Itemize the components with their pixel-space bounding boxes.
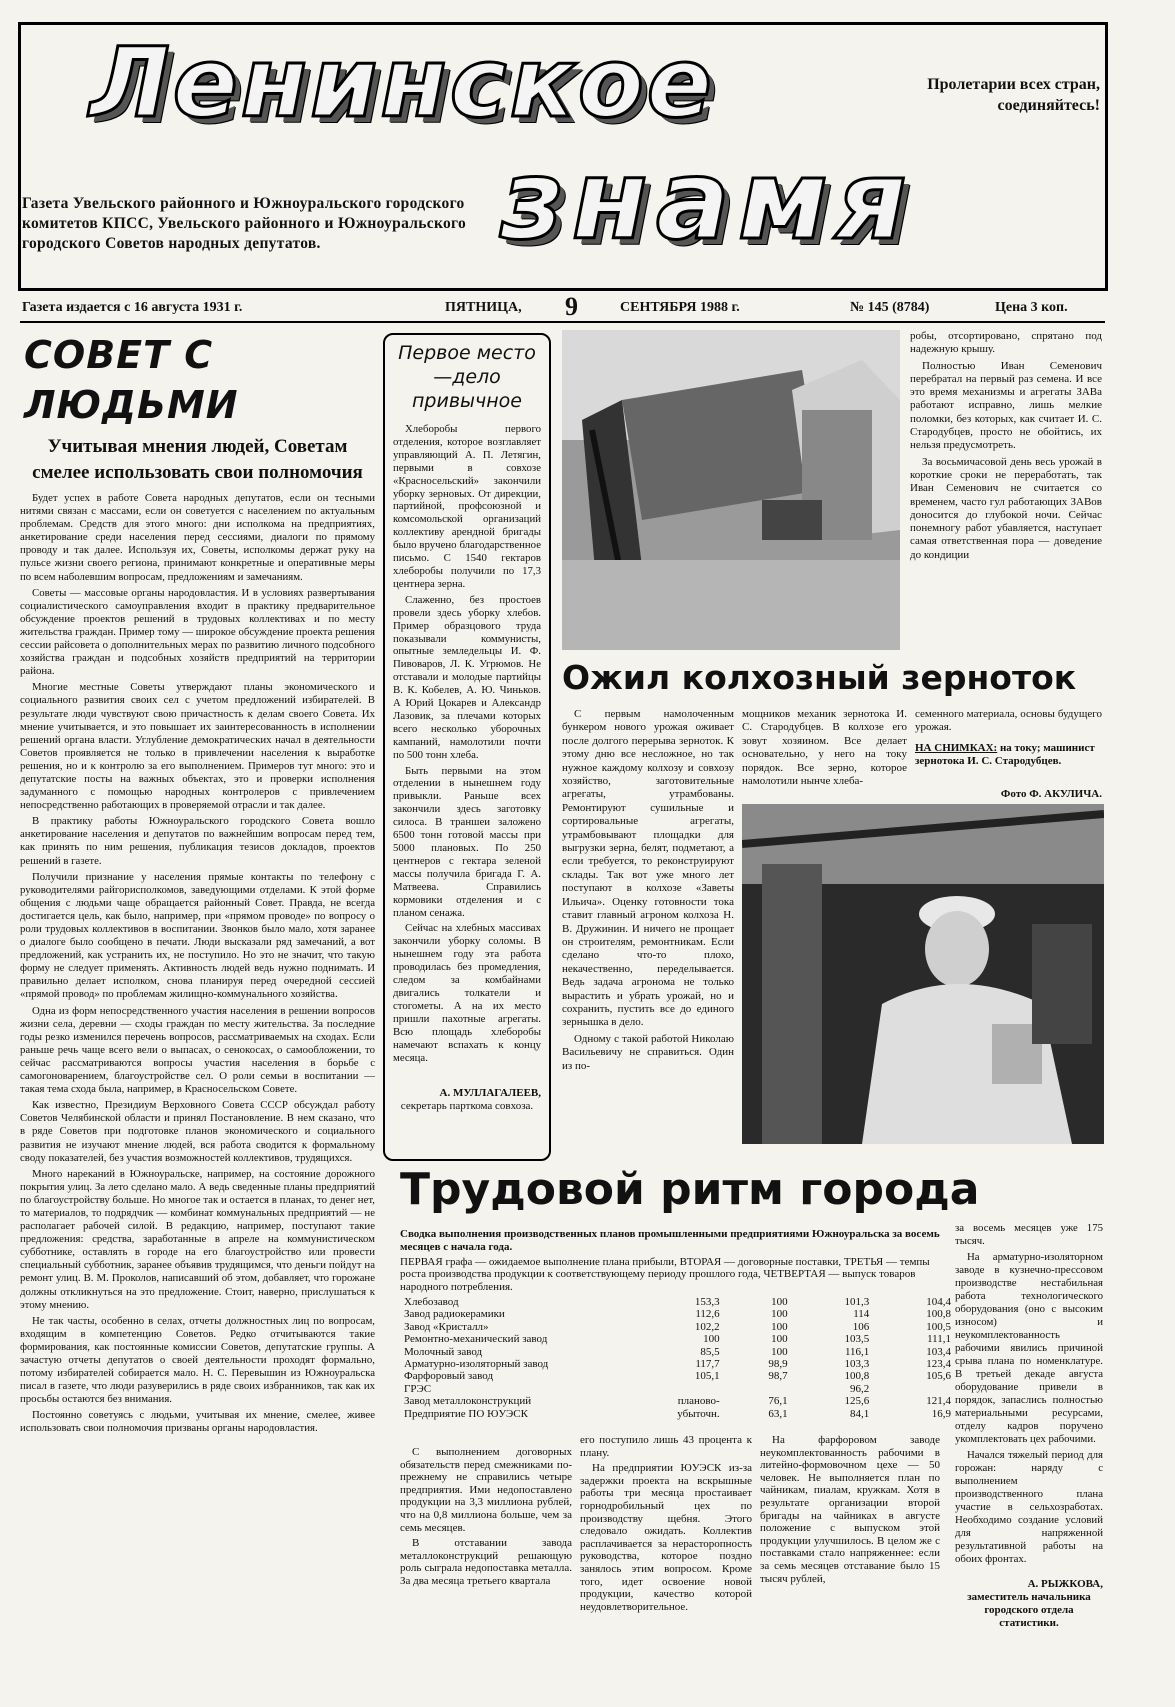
paragraph: На арматурно-изоляторном заводе в кузнечно-прессовом производстве нестабильная работа технологического оборудования (оно с высоким износом) и неукомплектованность рабочими явились причиной срыва плана по номенклатуре. В третьей декаде августа оборудование привели в порядок, запаслись полностью материальными ресурсами, отделу кадров поручено укомплектовать цех рабочими. — [955, 1251, 1103, 1445]
issue-price: Цена 3 коп. — [995, 300, 1068, 315]
article-ritm-signature-name: А. РЫЖКОВА, — [1027, 1578, 1103, 1590]
issue-month-year: СЕНТЯБРЯ 1988 г. — [620, 300, 740, 315]
table-row — [400, 1370, 955, 1382]
article-sovet-title: СОВЕТ С ЛЮДЬМИ — [24, 333, 239, 427]
table-cell-value: 153,3 — [694, 1296, 720, 1308]
table-cell-enterprise: ГРЭС — [404, 1382, 432, 1395]
table-cell-value: 125,6 — [844, 1395, 870, 1408]
table-cell-value: 103,5 — [844, 1333, 870, 1346]
paragraph: Постоянно советуясь с людьми, учитывая их мнение, смелее, живее использовать свои полномочия призваны органы народовластия. — [20, 1409, 375, 1435]
table-cell-value: 114 — [853, 1308, 870, 1321]
paragraph: Одному с такой работой Николаю Васильевичу не справиться. Один из по- — [562, 1032, 734, 1072]
table-cell-value: 103,3 — [844, 1358, 870, 1371]
table-cell-value: 100,8 — [844, 1370, 870, 1383]
table-cell-value: 98,7 — [768, 1370, 788, 1383]
masthead-bottom-rule — [18, 288, 1108, 291]
masthead-right-rule — [1105, 22, 1108, 290]
paragraph: мощников механик зернотока И. С. Стародубцев. В колхозе его зовут хозяином. Все делает основательно, у него на току порядок. Все зерно, которое намолотили нынче хлеба- — [742, 708, 907, 788]
paragraph: Слаженно, без простоев провели здесь уборку хлебов. Пример образцового труда показывали коммунисты, опытные земледельцы И. Ф. Пивоваров, Л. К. Угрюмов. Не отставали и молодые партийцы В. К. Кобелев, А. Ю. Чиньков. А Юрий Цокарев и Александр Лазовик, за плечами которых всего несколько уборочных кампаний, намолотили почти по 500 тонн хлеба. — [393, 593, 541, 761]
article-sovet — [20, 330, 375, 1640]
article-pervoe-title-3: привычное — [412, 390, 522, 412]
table-cell-enterprise: Хлебозавод — [404, 1296, 459, 1308]
table-cell-value: 103,4 — [926, 1345, 951, 1358]
table-cell-enterprise: Предприятие ПО ЮУЭСК — [404, 1407, 528, 1420]
slogan — [880, 74, 1100, 116]
photo-mechanic-image — [742, 804, 1104, 1144]
article-zernotok-col3 — [915, 708, 1102, 738]
stats-table — [400, 1296, 955, 1420]
article-ritm-col-b — [580, 1434, 752, 1642]
paragraph: Как известно, Президиум Верховного Совета СССР обсуждал работу Советов Челябинской области и принял Постановление. В нем сказано, что в ряде Советов при подготовке планов экономического и социального развития не изучают мнение людей, вся работа сводится к формальному своду показателей, без участия возможностей коллективов, трудящихся. — [20, 1099, 375, 1164]
paragraph: Быть первыми на этом отделении в нынешнем году привыкли. Раньше всех закончили здесь заготовку силоса. В траншеи заложено 6500 тонн готовой массы при 5000 плановых. По 250 центнеров с гектара зеленой массы получила бригада Г. А. Матвеева. Справились кормовики отделения и с планом сенажа. — [393, 764, 541, 919]
paragraph: Много нареканий в Южноуральске, например, на состояние дорожного покрытия улиц. За лето сделано мало. А ведь сведенные планы предприятий по благоустройству больше. Но многое так и остается в планах, то денег нет, то материалов, то подрядчик — комбинат коммунальных предприятий — не располагает рабочей силой. В редакцию, например, поступают такие предложения: средства, заработанные в апреле на коммунистическом субботнике, оставлять в городе на его благоустройство или провести специальный субботник, заранее объявив трудящимся, что деньги пойдут на ремонт улиц. В. М. Проколов, написавший об этом, добавляет, что горожане должны откликнуться на это предложение. Стоит, наверно, прислушаться к этому мнению. — [20, 1167, 375, 1311]
issue-info-line — [20, 292, 1102, 321]
masthead-left-rule — [18, 22, 21, 290]
table-cell-enterprise: Завод радиокерамики — [404, 1308, 505, 1321]
table-row — [400, 1408, 955, 1420]
table-cell-enterprise: Фарфоровый завод — [404, 1370, 494, 1383]
article-sovet-subtitle-2: смелее использовать свои полномочия — [32, 462, 363, 483]
paragraph: Советы — массовые органы народовластия. И в условиях развертывания социалистического самоуправления входит в практику предварительное обсуждение проектов решений в трудовых коллективах и по месту жительства граждан. Пример тому — широкое обсуждение проекта решения сессии райсовета о дополнительных мерах по развитию личного подсобного хозяйства граждан и подсобных хозяйств предприятий на территории района. — [20, 586, 375, 678]
paragraph: В практику работы Южноуральского городского Совета вошло анкетирование населения и депутатов по важнейшим вопросам перед тем, как принять по ним решения, публикация тезисов докладов, проектов решений в газете. — [20, 815, 375, 867]
table-cell-enterprise: Завод металлоконструкций — [404, 1395, 532, 1408]
table-row — [400, 1346, 955, 1358]
masthead-title-line2: знамя — [500, 136, 915, 264]
article-zernotok-title: Ожил колхозный зерноток — [562, 658, 1077, 697]
paragraph: за восемь месяцев уже 175 тысяч. — [955, 1222, 1103, 1247]
table-cell-value: 111,1 — [927, 1333, 951, 1346]
paragraph: За восьмичасовой день весь урожай в короткие сроки не переработать, так Иван Семенович не считается со временем, часто гул работающих ЗАВов доносится до глубокой ночи. Сейчас понемногу работ убавляется, наступает самая ответственная пора — доведение до кондиции — [910, 455, 1102, 561]
table-cell-enterprise: Ремонтно-механический завод — [404, 1333, 548, 1346]
issue-day: 9 — [565, 292, 578, 321]
table-row — [400, 1333, 955, 1345]
table-cell-value: 100,5 — [926, 1320, 951, 1333]
table-cell-value: 84,1 — [850, 1407, 870, 1420]
table-cell-value: 100 — [771, 1333, 788, 1346]
article-ritm-title: Трудовой ритм города — [400, 1164, 980, 1215]
paragraph: С первым намолоченным бункером нового урожая оживает после долгого перерыва зерноток. К этому дню все несложное, но так нужное каждому колхозу и совхозу хозяйство, заготовительные агрегаты, утрамбованы. Ремонтируют сушильные и сортировальные агрегаты, утрамбовывают площадки для выгрузки зерна, белят, подметают, а если требуется, то реконструируют склады. Так вот уже много лет поступают в колхозе «Заветы Ильича». Оценку готовности тока ставит главный агроном колхоза Н. В. Дружинин. И ничего не прощает он строителям, ремонтникам. Если сделано что-то плохо, некачественно, переделывается. Ведь задача агронома не только вырастить и убрать урожай, но и сохранить, пустить все до единого зернышка в дело. — [562, 708, 734, 1029]
paragraph: В отставании завода металлоконструкций решающую роль сыграла недопоставка металла. За два месяца третьего квартала — [400, 1537, 572, 1587]
table-cell-value: 101,3 — [844, 1296, 870, 1308]
table-cell-value: 105,6 — [926, 1370, 951, 1383]
masthead-top-rule — [18, 22, 1108, 25]
photo-grain-elevator-image — [562, 330, 900, 650]
table-cell-value: 76,1 — [768, 1395, 788, 1408]
slogan-line2: соединяйтесь! — [997, 97, 1100, 114]
stats-table-wrap — [400, 1296, 955, 1420]
table-cell-value: 16,9 — [931, 1407, 951, 1420]
table-cell-enterprise: Молочный завод — [404, 1345, 483, 1358]
infoline-rule — [20, 321, 1105, 323]
table-cell-value: 100 — [771, 1296, 788, 1308]
paragraph: Сейчас на хлебных массивах закончили уборку соломы. В нынешнем году эта работа проводилась без промедления, следом за комбайнами двигались толкатели и стогометы. А на их место пришли пахотные агрегаты. Всю площадь хлеборобы намечают вспахать к концу месяца. — [393, 922, 541, 1064]
photo-caption-label: НА СНИМКАХ: — [915, 742, 998, 754]
photo-mechanic — [742, 804, 1104, 1144]
article-ritm-intro-block — [400, 1228, 955, 1294]
masthead-subtitle: Газета Увельского районного и Южноуральского городского комитетов КПСС, Увельского районного и Южноуральского городского Советов народных депутатов. — [22, 195, 467, 252]
article-ritm-signature-role: заместитель начальника городского отдела статистики. — [967, 1591, 1091, 1629]
article-sovet-subtitle-1: Учитывая мнения людей, Советам — [47, 436, 348, 457]
table-cell-value: 100 — [771, 1320, 788, 1333]
table-cell-value: убыточн. — [677, 1407, 720, 1420]
paragraph: На предприятии ЮУЭСК из-за задержки проекта на вскрышные работы три месяца простаивает горнодробильный цех по производству щебня. Этого следовало ожидать. Коллектив расплачивается за нерасторопность руководства, которое поздно занялось этим вопросом. Кроме того, идет освоение новой продукции, качество которой неудовлетворительное. — [580, 1462, 752, 1613]
article-pervoe-mesto — [383, 333, 551, 1161]
article-ritm-col-a — [400, 1446, 572, 1642]
paragraph: Хлеборобы первого отделения, которое возглавляет управляющий А. П. Летягин, первыми в совхозе «Красносельский» закончили уборку зерновых. От дирекции, партийной, профсоюзной и комсомольской организаций коллективу арендной бригады было вручено благодарственное письмо. С 1540 гектаров хлеборобы получили по 17,3 центнера зерна. — [393, 423, 541, 590]
paragraph: робы, отсортировано, спрятано под надежную крышу. — [910, 330, 1102, 356]
article-ritm-col-right — [955, 1222, 1103, 1572]
article-ritm-intro: Сводка выполнения производственных планов промышленными предприятиями Южноуральска за восемь месяцев с начала года. — [400, 1228, 940, 1253]
table-cell-value — [598, 1383, 724, 1395]
table-cell-value: 85,5 — [700, 1345, 720, 1358]
photo-credit: Фото Ф. АКУЛИЧА. — [1000, 788, 1102, 800]
table-row — [400, 1308, 955, 1320]
table-cell-value: 104,4 — [926, 1296, 951, 1308]
paragraph: Многие местные Советы утверждают планы экономического и социального развития своих сел с учетом предложений избирателей. В результате люди чувствуют свою причастность к делам своего Совета. Их мнение учитывается, и это повышает их заинтересованность в исполнении решений органа власти. Углубление демократических начал в деятельности Советов проявляется не только в привлечении населения к выработке решения, но и к контролю за его выполнением. Примеров тут много: это и депутатские посты на важных объектах, это и проверки исполнения задуманного с помощью народных контролеров с привлечением непосредственно работающих в проверяемой отрасли и так далее. — [20, 681, 375, 812]
table-cell-value: 100,8 — [926, 1308, 951, 1321]
table-cell-value: 105,1 — [694, 1370, 720, 1383]
table-cell-value: 100 — [771, 1308, 788, 1321]
table-cell-value: 112,6 — [695, 1308, 720, 1321]
table-cell-value — [724, 1383, 792, 1395]
article-ritm-signature — [955, 1578, 1103, 1630]
masthead-title-line1: Ленинское — [90, 27, 715, 139]
table-cell-value: 123,4 — [926, 1358, 951, 1371]
article-zernotok-col2 — [742, 708, 907, 790]
table-row — [400, 1296, 955, 1308]
paragraph: Получили признание у населения прямые контакты по телефону с руководителями райгорисполкомов, заведующими отделами. К этой форме общения с людьми чаще обращается районный Совет. Правда, не всегда достигается цель, как было, например, при «прямом проводе» по вопросу о роли трудовых коллективов в воспитании. Звонков было мало, хотя заранее о диалоге было сообщено в печати. Люди высказали ряд замечаний, а вот предложений, как устранить их, не поступило. Но это не значит, что такую форму не следует применять. Активность людей ведь нужно поднимать. И правильно делает исполком, снова планируя перед очередной сессией «прямой провод» по проблемам жилищно-коммунального хозяйства. — [20, 870, 375, 1001]
table-row — [400, 1321, 955, 1333]
article-pervoe-body — [393, 423, 541, 1083]
paragraph: его поступило лишь 43 процента к плану. — [580, 1434, 752, 1459]
table-cell-value — [873, 1383, 955, 1395]
table-row — [400, 1383, 955, 1395]
issue-weekday: ПЯТНИЦА, — [445, 300, 522, 315]
photo-caption-text: на току; машинист зернотока И. С. Стародубцев. — [915, 742, 1095, 768]
issue-since: Газета издается с 16 августа 1931 г. — [22, 300, 243, 315]
table-cell-value: 102,2 — [694, 1320, 720, 1333]
article-zernotok-right-top — [910, 330, 1102, 648]
paragraph: Будет успех в работе Совета народных депутатов, если он тесными нитями связан с массами, если он советуется с населением по актуальным проблемам. Средств для этого много: дни исполкома на предприятиях, анкетирование среди населения перед сессиями, диалоги по прямому проводу и так далее. Используя их, Советы, исполкомы держат руку на пульсе жизни своего региона, принимают конкретные и оперативные меры по всем наболевшим вопросам, предложениям и замечаниям. — [20, 492, 375, 583]
table-cell-value: 96,2 — [850, 1382, 870, 1395]
article-ritm-legend: ПЕРВАЯ графа — ожидаемое выполнение плана прибыли, ВТОРАЯ — договорные поставки, ТРЕТЬЯ — темпы роста производства продукции к соответствующему периоду прошлого года, ЧЕТВЕРТАЯ — выпуск товаров народного потребления. — [400, 1255, 930, 1294]
article-sovet-body — [20, 492, 375, 1707]
table-row — [400, 1395, 955, 1407]
table-cell-value: 116,1 — [844, 1345, 870, 1358]
paragraph: Начался тяжелый период для горожан: наряду с выполнением производственного плана участие в сельхозработах. Необходимо создание условий для напряженной результативной работы на обоих фронтах. — [955, 1449, 1103, 1565]
article-pervoe-signature-name: А. МУЛЛАГАЛЕЕВ, — [439, 1087, 541, 1099]
table-row — [400, 1358, 955, 1370]
photo-grain-elevator — [562, 330, 900, 650]
article-ritm-col-c — [760, 1434, 940, 1642]
table-cell-value: 106 — [852, 1320, 870, 1333]
article-zernotok-col1 — [562, 708, 734, 1148]
table-cell-value: 100 — [771, 1345, 788, 1358]
paragraph: С выполнением договорных обязательств перед смежниками по-прежнему не справились четыре предприятия. Ими недопоставлено продукции на 3,3 миллиона рублей, что на 0,8 миллиона больше, чем за семь месяцев. — [400, 1446, 572, 1534]
table-cell-value: 63,1 — [768, 1407, 788, 1420]
table-cell-enterprise: Завод «Кристалл» — [404, 1320, 489, 1333]
table-cell-value: 100 — [703, 1333, 720, 1346]
slogan-line1: Пролетарии всех стран, — [927, 76, 1100, 93]
table-cell-value: планово- — [677, 1395, 720, 1408]
table-cell-value: 117,7 — [695, 1358, 720, 1371]
paragraph: На фарфоровом заводе неукомплектованность рабочими в литейно-формовочном цехе — 50 человек. Не выполняется план по чайникам, пиалам, кружкам. Хотя в результате организации второй бригады на чайниках в августе положение с выпуском этой продукции улучшилось. В целом же с поставками стало напряженнее: если за семь месяцев отставание было 15 тысяч рублей, — [760, 1434, 940, 1585]
photo-caption — [915, 742, 1102, 769]
paragraph: Не так часты, особенно в селах, отчеты должностных лиц по вопросам, входящим в компетенцию Советов. Редко отчитываются такие формирования, как постоянные комиссии Советов, депутатские группы. А зачастую отчеты депутатов о своей деятельности проходят формально, потому избирателей собирается мало. Н. С. Перевышин из Южноуральска писал в газете, что люди разуверились в ряде своих избранников, так как их просьбы остаются без внимания. — [20, 1314, 375, 1406]
paragraph: Полностью Иван Семенович перебратал на первый раз семена. И все это время механизмы и агрегаты ЗАВа работают исправно, лишь мелкие поломки, без которых, как считает И. С. Стародубцев, просто не обойтись, их нельзя предусмотреть. — [910, 359, 1102, 452]
article-pervoe-title-2: —дело — [433, 366, 501, 388]
table-cell-value: 121,4 — [926, 1395, 951, 1408]
paragraph: семенного материала, основы будущего урожая. — [915, 708, 1102, 734]
table-cell-enterprise: Арматурно-изоляторный завод — [404, 1358, 549, 1371]
paragraph: Одна из форм непосредственного участия населения в решении вопросов жизни села, деревни — сходы граждан по месту жительства. За последние годы резко изменился перечень вопросов, рассматриваемых на сходах. Если раньше речь чаще всего вели о выпасах, о сенокосах, о самообложении, то сейчас рассматриваются вопросы участия населения в борьбе с самогоноварением, благоустройстве сел. О роли семьи в воспитании — такая тема схода была, например, в Красносельском Совете. — [20, 1004, 375, 1096]
article-pervoe-title-1: Первое место — [398, 342, 536, 364]
table-cell-value: 98,9 — [768, 1358, 788, 1371]
issue-number: № 145 (8784) — [850, 300, 930, 315]
article-pervoe-signature-role: секретарь парткома совхоза. — [400, 1100, 534, 1112]
